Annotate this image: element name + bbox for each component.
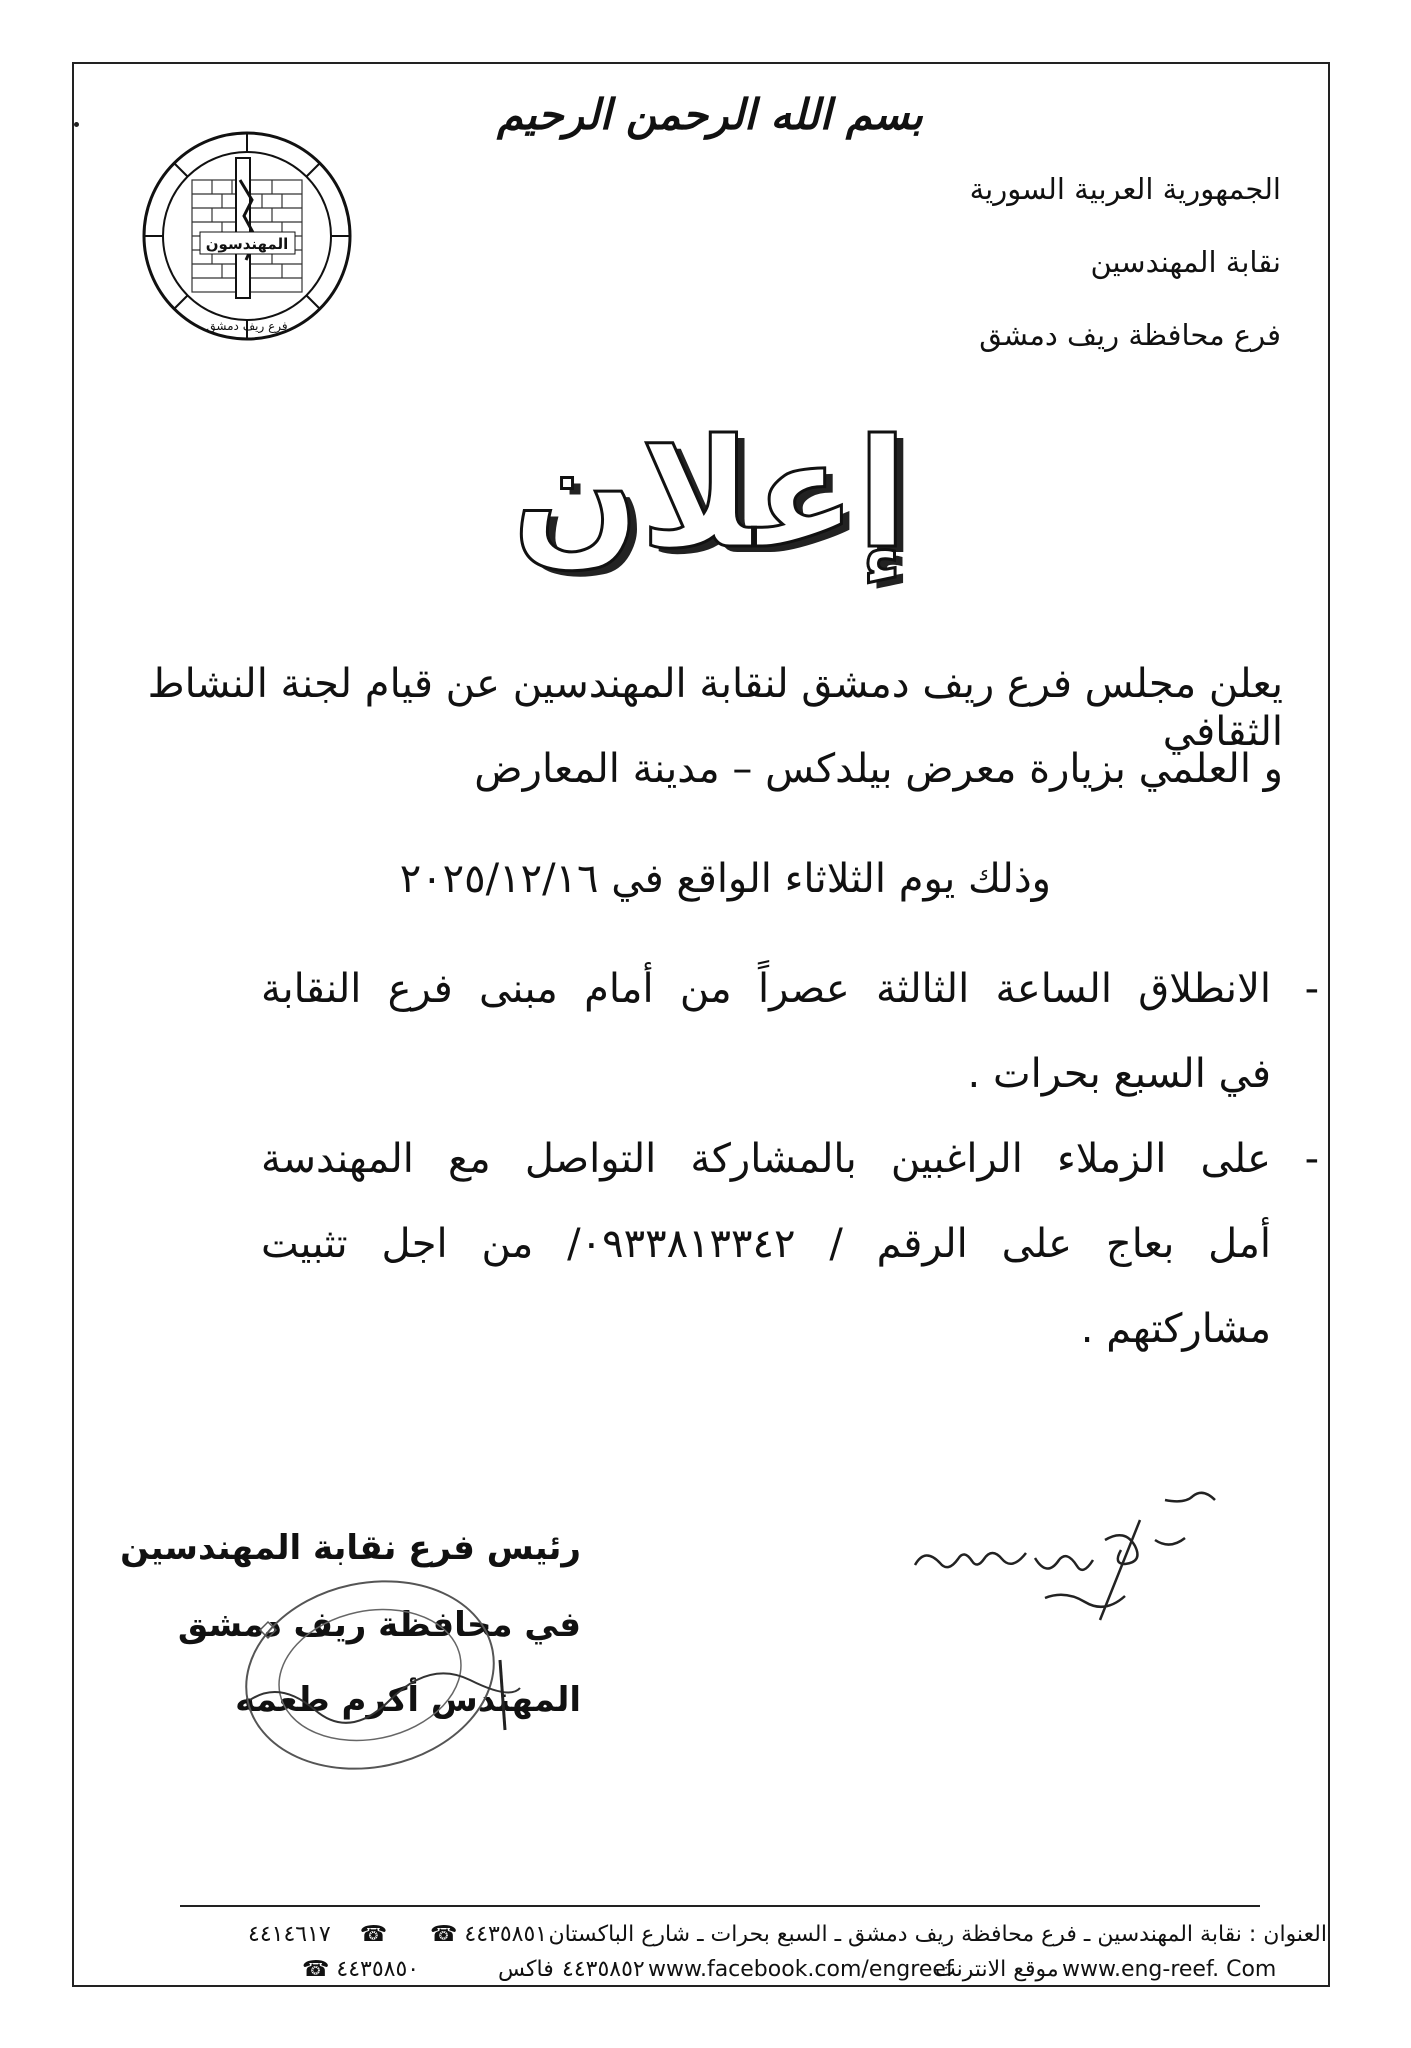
bullet-1-line-2: في السبع بحرات . bbox=[967, 1051, 1271, 1097]
phone-icon: ☎ bbox=[359, 1922, 388, 1947]
footer-website[interactable]: www.eng-reef. Com bbox=[1062, 1957, 1277, 1982]
basmala: بسم الله الرحمن الرحيم bbox=[497, 90, 923, 139]
footer-fax: ☎ ٤٤٣٥٨٥٠ bbox=[302, 1957, 420, 1982]
footer-rule bbox=[180, 1905, 1260, 1907]
official-stamp bbox=[220, 1560, 530, 1790]
header-country: الجمهورية العربية السورية bbox=[969, 172, 1281, 206]
intro-line-2: و العلمي بزيارة معرض بيلدكس – مدينة المعارض bbox=[474, 746, 1283, 792]
phone-icon: ☎ bbox=[302, 1957, 330, 1982]
bullet-2-line-3: مشاركتهم . bbox=[1080, 1306, 1271, 1352]
svg-text:فرع ريف دمشق: فرع ريف دمشق bbox=[206, 319, 288, 333]
header-branch: فرع محافظة ريف دمشق bbox=[979, 318, 1281, 352]
footer-phone-1: ☎ ٤٤٣٥٨٥١ bbox=[430, 1922, 548, 1947]
footer-website-label: موقع الانترنت bbox=[935, 1957, 1059, 1982]
footer-phone-2: ٤٤١٤٦١٧ ☎ bbox=[248, 1922, 388, 1947]
bullet-2-line-2: أمل بعاج على الرقم / ٠٩٣٣٨١٣٣٤٢/ من اجل تثبيت bbox=[261, 1221, 1272, 1267]
phone-icon: ☎ bbox=[430, 1922, 458, 1947]
bullet-2-line-1: على الزملاء الراغبين بالمشاركة التواصل مع المهندسة bbox=[261, 1136, 1271, 1182]
margin-dot bbox=[74, 122, 79, 127]
intro-line-1: يعلن مجلس فرع ريف دمشق لنقابة المهندسين عن قيام لجنة النشاط الثقافي bbox=[147, 661, 1283, 755]
bullet-marker-1: - bbox=[1304, 966, 1319, 1012]
handwritten-date bbox=[905, 1480, 1225, 1630]
signature-title: رئيس فرع نقابة المهندسين bbox=[120, 1528, 581, 1568]
footer-fax-label: فاكس bbox=[498, 1957, 554, 1982]
footer-phone-3: ٤٤٣٥٨٥٢ bbox=[562, 1957, 645, 1982]
footer-facebook[interactable]: www.facebook.com/engreef bbox=[648, 1957, 954, 1982]
signature-region: في محافظة ريف دمشق bbox=[177, 1605, 581, 1645]
date-line: وذلك يوم الثلاثاء الواقع في ٢٠٢٥/١٢/١٦ bbox=[399, 856, 1051, 902]
union-logo bbox=[140, 120, 355, 352]
bullet-marker-2: - bbox=[1304, 1136, 1319, 1182]
header-union: نقابة المهندسين bbox=[1090, 245, 1281, 279]
signature-name: المهندس أكرم طعمه bbox=[235, 1680, 581, 1720]
svg-text:المهندسون: المهندسون bbox=[205, 235, 289, 253]
bullet-1-line-1: الانطلاق الساعة الثالثة عصراً من أمام مبنى فرع النقابة bbox=[261, 966, 1271, 1012]
announcement-title: إعلان bbox=[512, 408, 908, 582]
footer-address: العنوان : نقابة المهندسين ـ فرع محافظة ريف دمشق ـ السبع بحرات ـ شارع الباكستان bbox=[548, 1922, 1327, 1947]
